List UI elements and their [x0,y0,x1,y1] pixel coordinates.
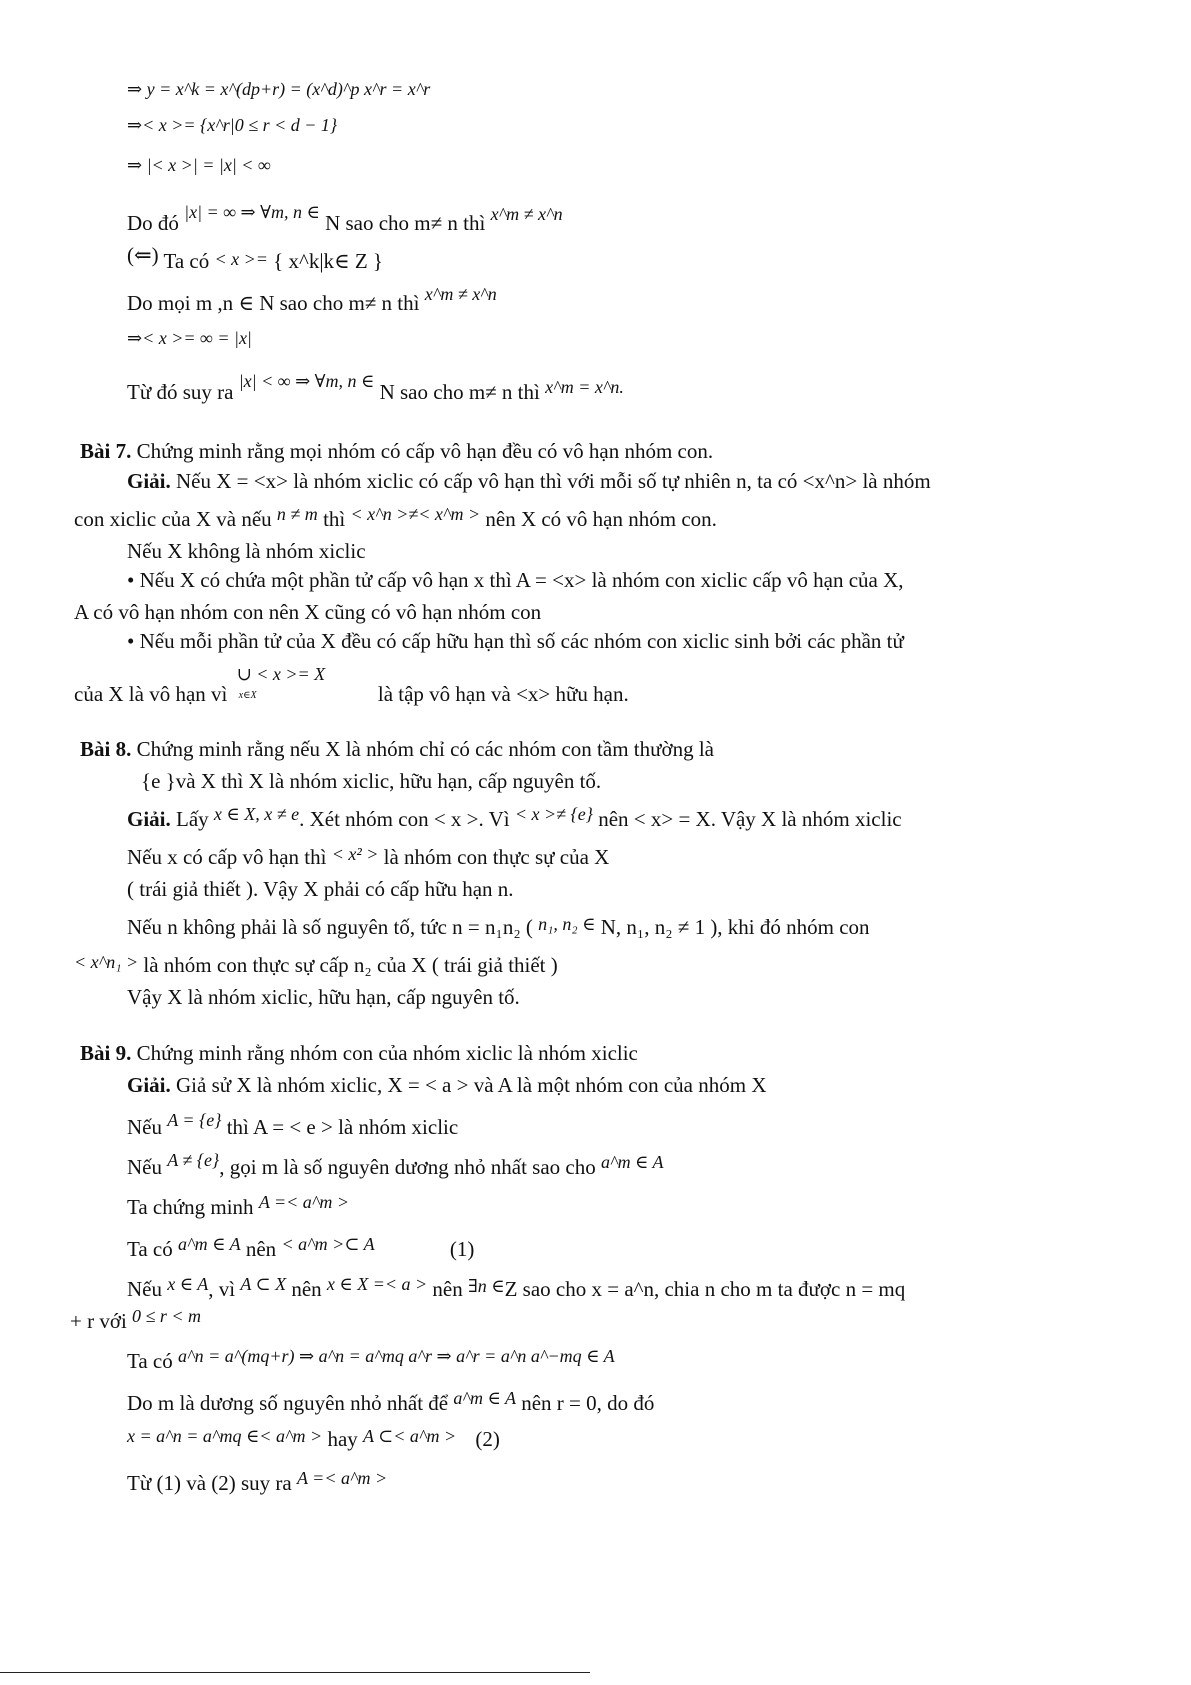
bai9-line-2: Giải. Giả sử X là nhóm xiclic, X = < a > và A là một nhóm con của nhóm X [127,1073,767,1097]
bai7-line-4: • Nếu X có chứa một phần tử cấp vô hạn x thì A = <x> là nhóm con xiclic cấp vô hạn của X, [127,568,904,592]
bai8-line-5: ( trái giả thiết ). Vậy X phải có cấp hữu hạn n. [127,877,514,901]
bai9-line-6: Ta có a^m ∈ A nên < a^m >⊂ A (1) [127,1234,475,1261]
bai9-title: Bài 9. [80,1041,132,1065]
bai8-line-2: {e }và X thì X là nhóm xiclic, hữu hạn, cấp nguyên tố. [141,769,602,793]
bai7-heading: Bài 7. Chứng minh rằng mọi nhóm có cấp vô hạn đều có vô hạn nhóm con. [80,439,714,463]
bai8-title: Bài 8. [80,737,132,761]
bai9-line-11: x = a^n = a^mq ∈< a^m > hay A ⊂< a^m > (2) [127,1426,500,1451]
bai9-line-4: Nếu A ≠ {e}, gọi m là số nguyên dương nhỏ nhất sao cho a^m ∈ A [127,1150,664,1179]
bai8-line-6: Nếu n không phải là số nguyên tố, tức n = n₁n₂ ( n₁, n₂ ∈ N, n₁, n₂ ≠ 1 ), khi đó nhóm con [127,914,870,939]
bai7-line-2: con xiclic của X và nếu n ≠ m thì < x^n >≠< x^m > nên X có vô hạn nhóm con. [74,504,717,531]
bai7-line-1: Giải. Nếu X = <x> là nhóm xiclic có cấp vô hạn thì với mỗi số tự nhiên n, ta có <x^n> là nhóm [127,469,931,493]
bai8-line-4: Nếu x có cấp vô hạn thì < x² > là nhóm con thực sự của X [127,844,610,869]
bai7-line-6: • Nếu mỗi phần tử của X đều có cấp hữu hạn thì số các nhóm con xiclic sinh bởi các phần tử [127,629,904,653]
intro-line-2: ⇒< x >= {x^r|0 ≤ r < d − 1} [127,115,338,135]
bai9-line-12: Từ (1) và (2) suy ra A =< a^m > [127,1468,388,1495]
intro-line-3: ⇒ |< x >| = |x| < ∞ [127,155,271,175]
intro-line-7: ⇒< x >= ∞ = |x| [127,328,252,348]
bai9-line-10: Do m là dương số nguyên nhỏ nhất để a^m ∈ A nên r = 0, do đó [127,1388,655,1415]
footer-rule [0,1672,590,1673]
bai9-line-3: Nếu A = {e} thì A = < e > là nhóm xiclic [127,1110,459,1139]
bai8-line-7: < x^n₁ > là nhóm con thực sự cấp n₂ của X ( trái giả thiết ) [74,952,558,977]
bai8-line-3: Giải. Lấy x ∈ X, x ≠ e. Xét nhóm con < x >. Vì < x >≠ {e} nên < x> = X. Vậy X là nhóm xiclic [127,804,902,831]
bai9-line-7: Nếu x ∈ A, vì A ⊂ X nên x ∈ X =< a > nên ∃n ∈Z sao cho x = a^n, chia n cho m ta được n = mq [127,1274,906,1301]
intro-line-4: Do đó |x| = ∞ ⇒ ∀m, n ∈ N sao cho m≠ n thì x^m ≠ x^n [127,202,563,235]
bai7-line-7: của X là vô hạn vì ∪ < x >= X x∈X là tập vô hạn và <x> hữu hạn. [74,664,629,706]
intro-line-6: Do mọi m ,n ∈ N sao cho m≠ n thì x^m ≠ x^n [127,284,497,315]
bai7-line-5: A có vô hạn nhóm con nên X cũng có vô hạn nhóm con [74,600,542,624]
bai8-line-8: Vậy X là nhóm xiclic, hữu hạn, cấp nguyên tố. [127,985,520,1009]
bai9-line-9: Ta có a^n = a^(mq+r) ⇒ a^n = a^mq a^r ⇒ a^r = a^n a^−mq ∈ A [127,1346,615,1373]
intro-line-5: (⇐) Ta có < x >= { x^k|k∈ Z } [127,243,384,273]
bai7-line-3: Nếu X không là nhóm xiclic [127,539,366,563]
bai9-line-5: Ta chứng minh A =< a^m > [127,1192,350,1219]
bai9-line-8: + r với 0 ≤ r < m [70,1306,202,1333]
bai9-heading: Bài 9. Chứng minh rằng nhóm con của nhóm xiclic là nhóm xiclic [80,1041,638,1065]
bai7-title: Bài 7. [80,439,132,463]
intro-line-1: ⇒ y = x^k = x^(dp+r) = (x^d)^p x^r = x^r [127,79,431,99]
intro-line-8: Từ đó suy ra |x| < ∞ ⇒ ∀m, n ∈ N sao cho m≠ n thì x^m = x^n. [127,371,624,404]
bai8-heading: Bài 8. Chứng minh rằng nếu X là nhóm chỉ có các nhóm con tầm thường là [80,737,715,761]
